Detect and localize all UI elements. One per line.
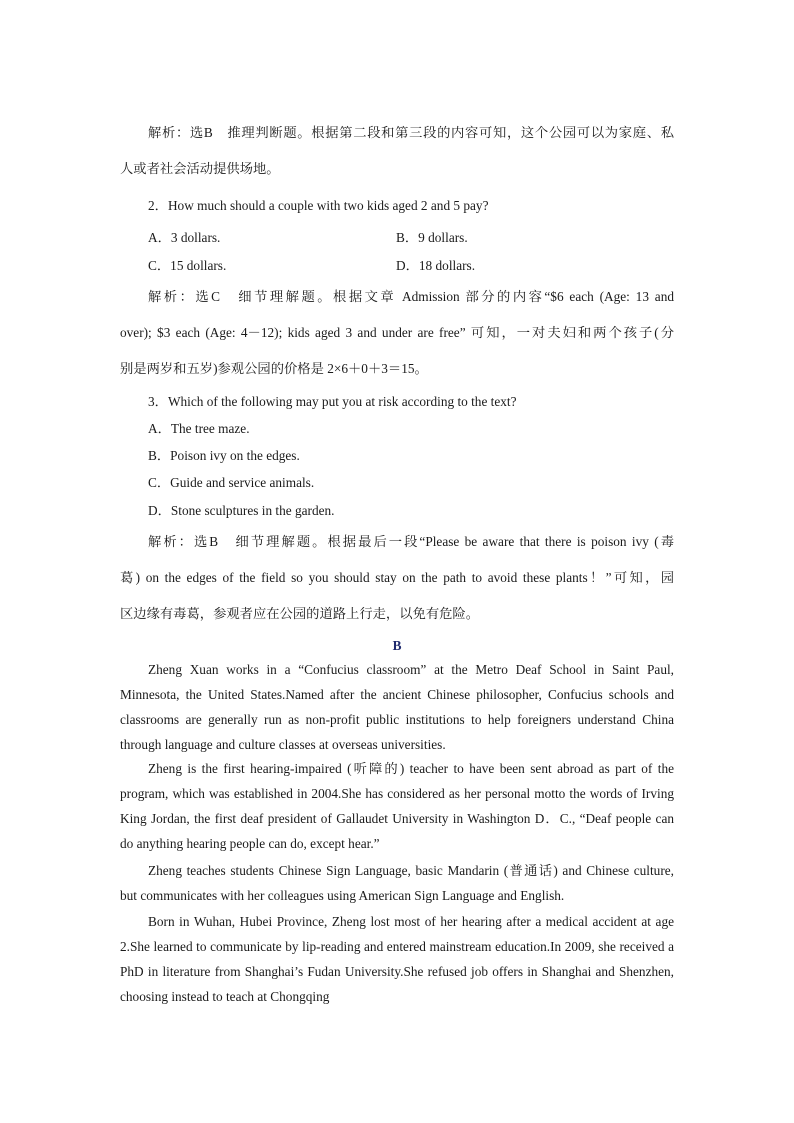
- q2-question: 2．How much should a couple with two kids aged 2 and 5 pay?: [148, 198, 489, 213]
- q1-analysis-line-1: 解析：选B 推理判断题。根据第二段和第三段的内容可知，这个公园可以为家庭、私: [148, 125, 674, 140]
- section-b-paragraph-4: Born in Wuhan, Hubei Province, Zheng lost most of her hearing after a medical accident at age 2.She learned to communicate by lip-reading and entered mainstream education.In 2009, she received a PhD in literature from Shanghai’s Fudan University.She refused job offers in Shanghai and Shenzhen, choosing instead to teach at Chongqing: [120, 914, 674, 1004]
- q3-analysis-line-3: 区边缘有毒葛，参观者应在公园的道路上行走，以免有危险。: [120, 606, 480, 621]
- q3-option-d: D．Stone sculptures in the garden.: [148, 503, 335, 518]
- q3-option-a: A．The tree maze.: [148, 421, 250, 436]
- q3-analysis-line-2: 葛) on the edges of the field so you should stay on the path to avoid these plants！”可知，园: [120, 570, 674, 585]
- q3-analysis-line-1: 解析：选B 细节理解题。根据最后一段“Please be aware that there is poison ivy (毒: [148, 534, 674, 549]
- q2-analysis-line-3: 别是两岁和五岁)参观公园的价格是 2×6＋0＋3＝15。: [120, 361, 428, 376]
- q2-analysis-line-1: 解析：选C 细节理解题。根据文章 Admission 部分的内容“$6 each (Age: 13 and: [148, 289, 674, 304]
- section-b-paragraph-3: Zheng teaches students Chinese Sign Language, basic Mandarin (普通话) and Chinese culture, but communicates with her colleagues using American Sign Language and English.: [120, 863, 674, 903]
- section-b-paragraph-1: Zheng Xuan works in a “Confucius classroom” at the Metro Deaf School in Saint Paul, Minnesota, the United States.Named after the ancient Chinese philosopher, Confucius schools and classrooms are generally run as non-profit public institutions to help foreigners understand China through language and culture classes at overseas universities.: [120, 662, 674, 752]
- section-b-paragraph-2: Zheng is the first hearing-impaired (听障的) teacher to have been sent abroad as part of the program, which was established in 2004.She has considered as her personal motto the words of Irving King Jordan, the first deaf president of Gallaudet University in Washington D．C., “Deaf people can do anything hearing people can do, except hear.”: [120, 761, 674, 851]
- q2-option-c: C．15 dollars.: [148, 258, 227, 273]
- q2-option-b: B．9 dollars.: [396, 230, 468, 245]
- q3-option-c: C．Guide and service animals.: [148, 475, 315, 490]
- q2-option-d: D．18 dollars.: [396, 258, 476, 273]
- q3-option-b: B．Poison ivy on the edges.: [148, 448, 300, 463]
- q3-question: 3．Which of the following may put you at risk according to the text?: [148, 394, 517, 409]
- q2-analysis-line-2: over); $3 each (Age: 4－12); kids aged 3 and under are free” 可知，一对夫妇和两个孩子(分: [120, 325, 674, 340]
- section-b-heading: B: [392, 638, 402, 653]
- q1-analysis-line-2: 人或者社会活动提供场地。: [120, 161, 280, 176]
- q2-option-a: A．3 dollars.: [148, 230, 221, 245]
